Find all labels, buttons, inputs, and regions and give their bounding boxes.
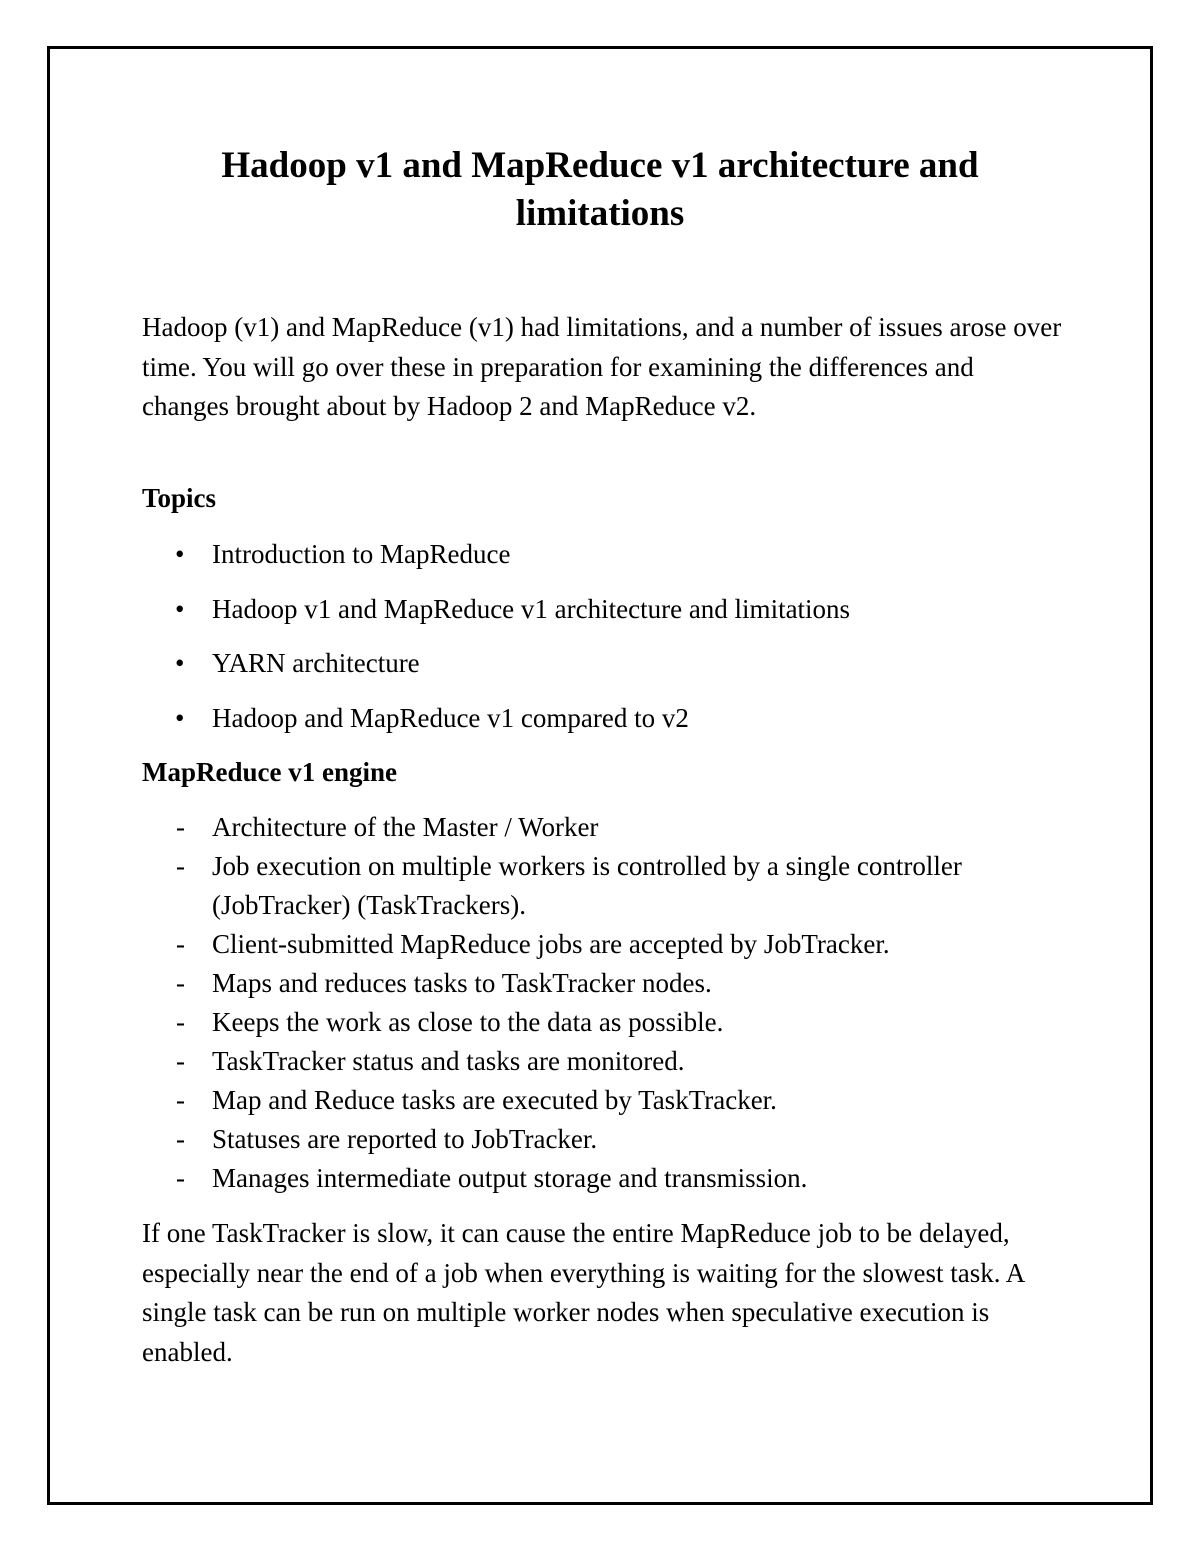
list-item [142, 1081, 1042, 1120]
dash-icon: - [176, 1085, 185, 1115]
topics-heading: Topics [142, 483, 217, 513]
topics-list [142, 534, 850, 752]
topic-text: Hadoop v1 and MapReduce v1 architecture and limitations [212, 593, 851, 624]
engine-item-text: Manages intermediate output storage and transmission. [212, 1163, 808, 1193]
list-item [142, 964, 1042, 1003]
intro-paragraph: Hadoop (v1) and MapReduce (v1) had limitations, and a number of issues arose over time. You will go over these in preparation for examining the differences and changes brought about by Hadoop 2 and MapReduce v2. [142, 312, 1062, 421]
list-item [142, 643, 850, 698]
bullet-icon: • [175, 593, 185, 624]
closing-paragraph: If one TaskTracker is slow, it can cause the entire MapReduce job to be delayed, especially near the end of a job when everything is waiting for the slowest task. A single task can be run on multiple worker nodes when speculative execution is enabled. [142, 1218, 1024, 1367]
engine-heading: MapReduce v1 engine [142, 757, 397, 787]
dash-icon: - [176, 1007, 185, 1037]
engine-item-text: Job execution on multiple workers is controlled by a single controller (JobTracker) (TaskTrackers). [212, 851, 962, 920]
dash-icon: - [176, 1163, 185, 1193]
list-item [142, 589, 850, 644]
list-item [142, 808, 1042, 847]
engine-item-text: Keeps the work as close to the data as possible. [212, 1007, 724, 1037]
engine-item-text: Client-submitted MapReduce jobs are accepted by JobTracker. [212, 929, 890, 959]
dash-icon: - [176, 1124, 185, 1154]
engine-list [142, 808, 1042, 1198]
engine-item-text: Statuses are reported to JobTracker. [212, 1124, 598, 1154]
bullet-icon: • [175, 648, 185, 678]
list-item [142, 1003, 1042, 1042]
engine-item-text: TaskTracker status and tasks are monitored. [212, 1046, 685, 1076]
list-item [142, 925, 1042, 964]
topic-text: Hadoop and MapReduce v1 compared to v2 [212, 702, 689, 733]
bullet-icon: • [175, 539, 185, 569]
dash-icon: - [176, 968, 185, 998]
list-item [142, 1159, 1042, 1198]
list-item [142, 698, 850, 753]
dash-icon: - [176, 1046, 185, 1076]
engine-item-text: Maps and reduces tasks to TaskTracker nodes. [212, 968, 712, 998]
list-item [142, 1120, 1042, 1159]
page-title: Hadoop v1 and MapReduce v1 architecture and limitations [221, 145, 979, 234]
bullet-icon: • [175, 702, 185, 733]
list-item [142, 534, 850, 589]
list-item [142, 1042, 1042, 1081]
topic-text: YARN architecture [212, 648, 420, 678]
dash-icon: - [176, 929, 185, 959]
list-item [142, 847, 1042, 925]
engine-item-text: Map and Reduce tasks are executed by TaskTracker. [212, 1085, 777, 1115]
dash-icon: - [176, 851, 185, 881]
engine-item-text: Architecture of the Master / Worker [212, 812, 599, 842]
dash-icon: - [176, 812, 185, 842]
topic-text: Introduction to MapReduce [212, 539, 511, 569]
